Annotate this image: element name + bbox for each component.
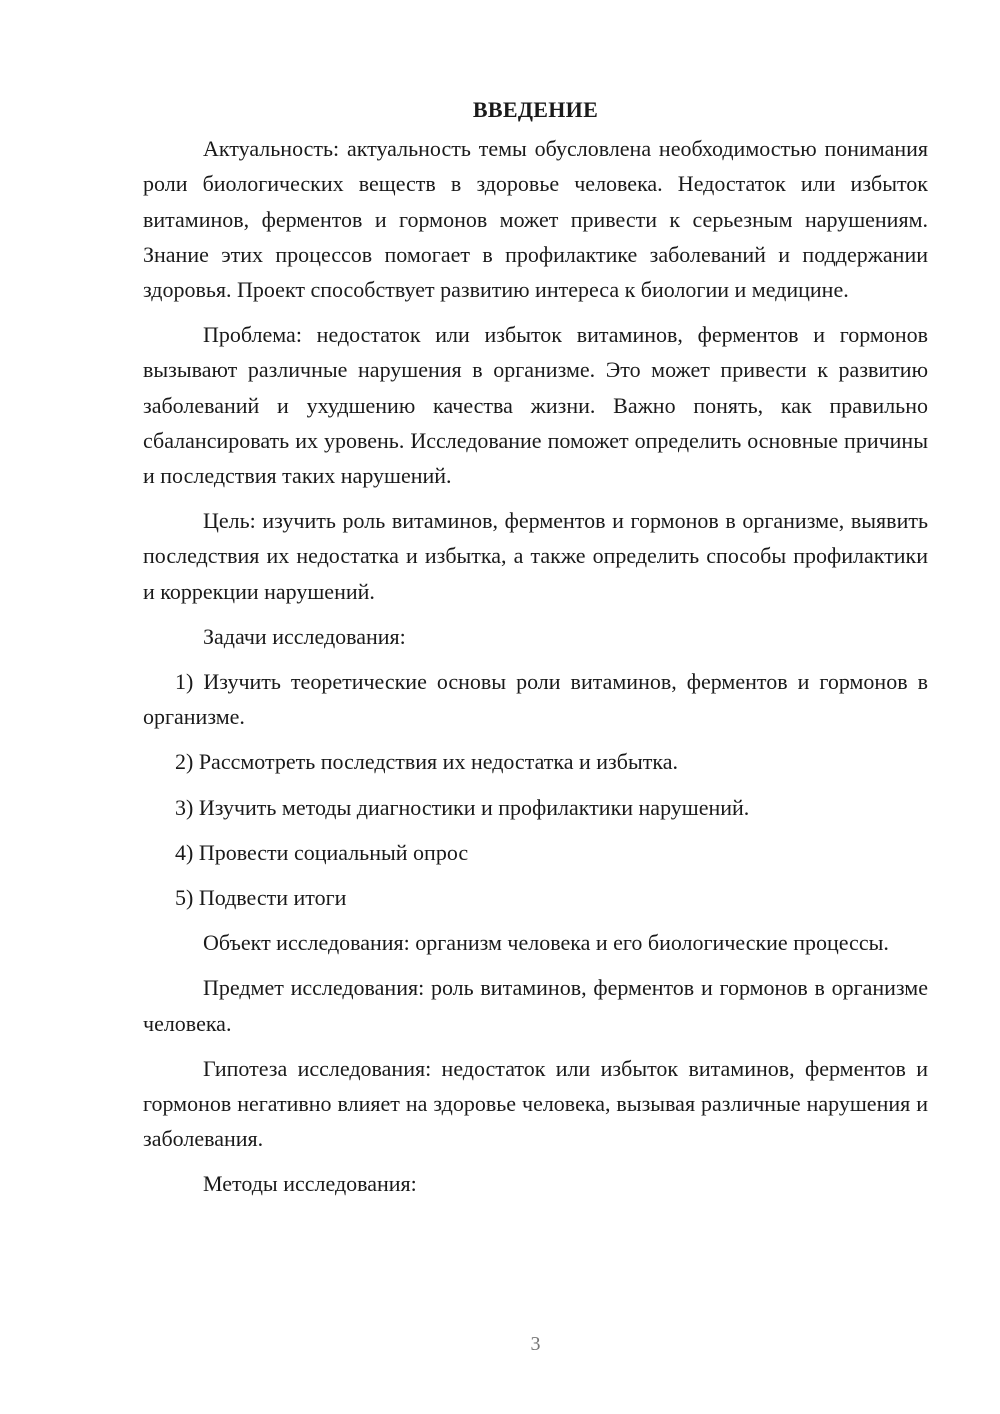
task-item-2: 2) Рассмотреть последствия их недостатка и избытка. [175,749,678,775]
paragraph-problem: Проблема: недостаток или избыток витаминов, ферментов и гормонов вызывают различные нарушения в организме. Это может привести к развитию заболеваний и ухудшению качества жизни. Важно понять, как правильно сбалансировать их уровень. Исследование поможет определить основные причины и последствия таких нарушений. [143,322,928,489]
task-item-4: 4) Провести социальный опрос [175,839,469,865]
tasks-list [143,664,928,915]
paragraph-methods: Методы исследования: [203,1171,417,1197]
task-item-1: 1) Изучить теоретические основы роли витаминов, ферментов и гормонов в организме. [143,669,928,730]
task-item-5: 5) Подвести итоги [175,885,347,911]
paragraph-hypothesis: Гипотеза исследования: недостаток или избыток витаминов, ферментов и гормонов негативно влияет на здоровье человека, вызывая различные нарушения и заболевания. [143,1055,928,1152]
paragraph-goal: Цель: изучить роль витаминов, ферментов и гормонов в организме, выявить последствия их недостатка и избытка, а также определить способы профилактики и коррекции нарушений. [143,508,928,604]
paragraph-subject: Предмет исследования: роль витаминов, ферментов и гормонов в организме человека. [143,975,928,1036]
page-number: 3 [530,1333,541,1355]
paragraph-relevance: Актуальность: актуальность темы обусловлена необходимостью понимания роли биологических веществ в здоровье человека. Недостаток или избыток витаминов, ферментов и гормонов может привести к серьезным нарушениям. Знание этих процессов помогает в профилактике заболеваний и поддержании здоровья. Проект способствует развитию интереса к биологии и медицине. [143,136,928,303]
task-item-3: 3) Изучить методы диагностики и профилактики нарушений. [175,794,750,820]
page-content [143,92,928,1212]
tasks-heading: Задачи исследования: [203,623,406,649]
page-title: ВВЕДЕНИЕ [472,97,599,122]
paragraph-object: Объект исследования: организм человека и его биологические процессы. [203,930,889,956]
